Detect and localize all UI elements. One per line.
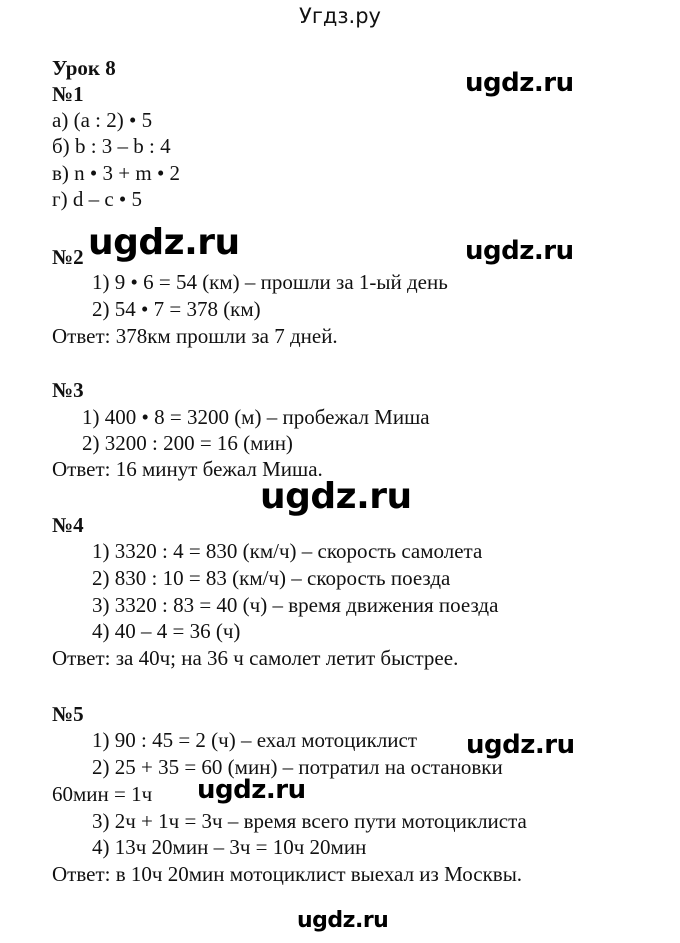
item-expression: d – с • 5 [72,187,143,211]
watermark: ugdz.ru [88,222,240,263]
task-answer: Ответ: 378км прошли за 7 дней. [52,324,338,348]
task-step: 1) 9 • 6 = 54 (км) – прошли за 1-ый день [92,270,448,294]
task-number: №4 [52,513,84,537]
site-title: Угдз.ру [299,4,381,28]
watermark: ugdz.ru [260,476,412,517]
watermark: ugdz.ru [297,908,389,933]
task-item [52,160,180,187]
item-expression: n • 3 + m • 2 [74,161,181,185]
task-step: 2) 54 • 7 = 378 (км) [92,297,261,321]
task-step: 3) 2ч + 1ч = 3ч – время всего пути мотоциклиста [92,809,527,833]
watermark: ugdz.ru [466,730,575,760]
task-step: 4) 13ч 20мин – 3ч = 10ч 20мин [92,835,367,859]
task-item [52,186,142,213]
item-expression: (a : 2) • 5 [73,108,153,132]
task-answer: Ответ: в 10ч 20мин мотоциклист выехал из Москвы. [52,862,523,886]
item-prefix: г) [52,187,73,211]
watermark: ugdz.ru [465,68,574,98]
task-number: №2 [52,245,84,269]
item-prefix: б) [52,134,75,158]
item-prefix: а) [52,108,74,132]
task-number: №1 [52,82,84,106]
task-item [52,133,171,160]
task-step: 1) 90 : 45 = 2 (ч) – ехал мотоциклист [92,728,418,752]
lesson-title: Урок 8 [52,56,116,80]
task-answer: Ответ: 16 минут бежал Миша. [52,457,323,481]
task-step: 2) 25 + 35 = 60 (мин) – потратил на остановки [92,755,503,779]
watermark: ugdz.ru [197,775,306,805]
task-number: №3 [52,378,84,402]
item-expression: b : 3 – b : 4 [74,134,171,158]
task-step: 3) 3320 : 83 = 40 (ч) – время движения поезда [92,593,499,617]
task-step: 2) 3200 : 200 = 16 (мин) [82,431,293,455]
item-prefix: в) [52,161,75,185]
task-step: 2) 830 : 10 = 83 (км/ч) – скорость поезда [92,566,451,590]
task-answer: Ответ: за 40ч; на 36 ч самолет летит быстрее. [52,646,459,670]
task-number: №5 [52,702,84,726]
task-item [52,107,152,134]
task-step: 1) 3320 : 4 = 830 (км/ч) – скорость самолета [92,539,483,563]
task-step: 60мин = 1ч [52,782,153,806]
task-step: 4) 40 – 4 = 36 (ч) [92,619,241,643]
watermark: ugdz.ru [465,236,574,266]
task-step: 1) 400 • 8 = 3200 (м) – пробежал Миша [82,405,430,429]
